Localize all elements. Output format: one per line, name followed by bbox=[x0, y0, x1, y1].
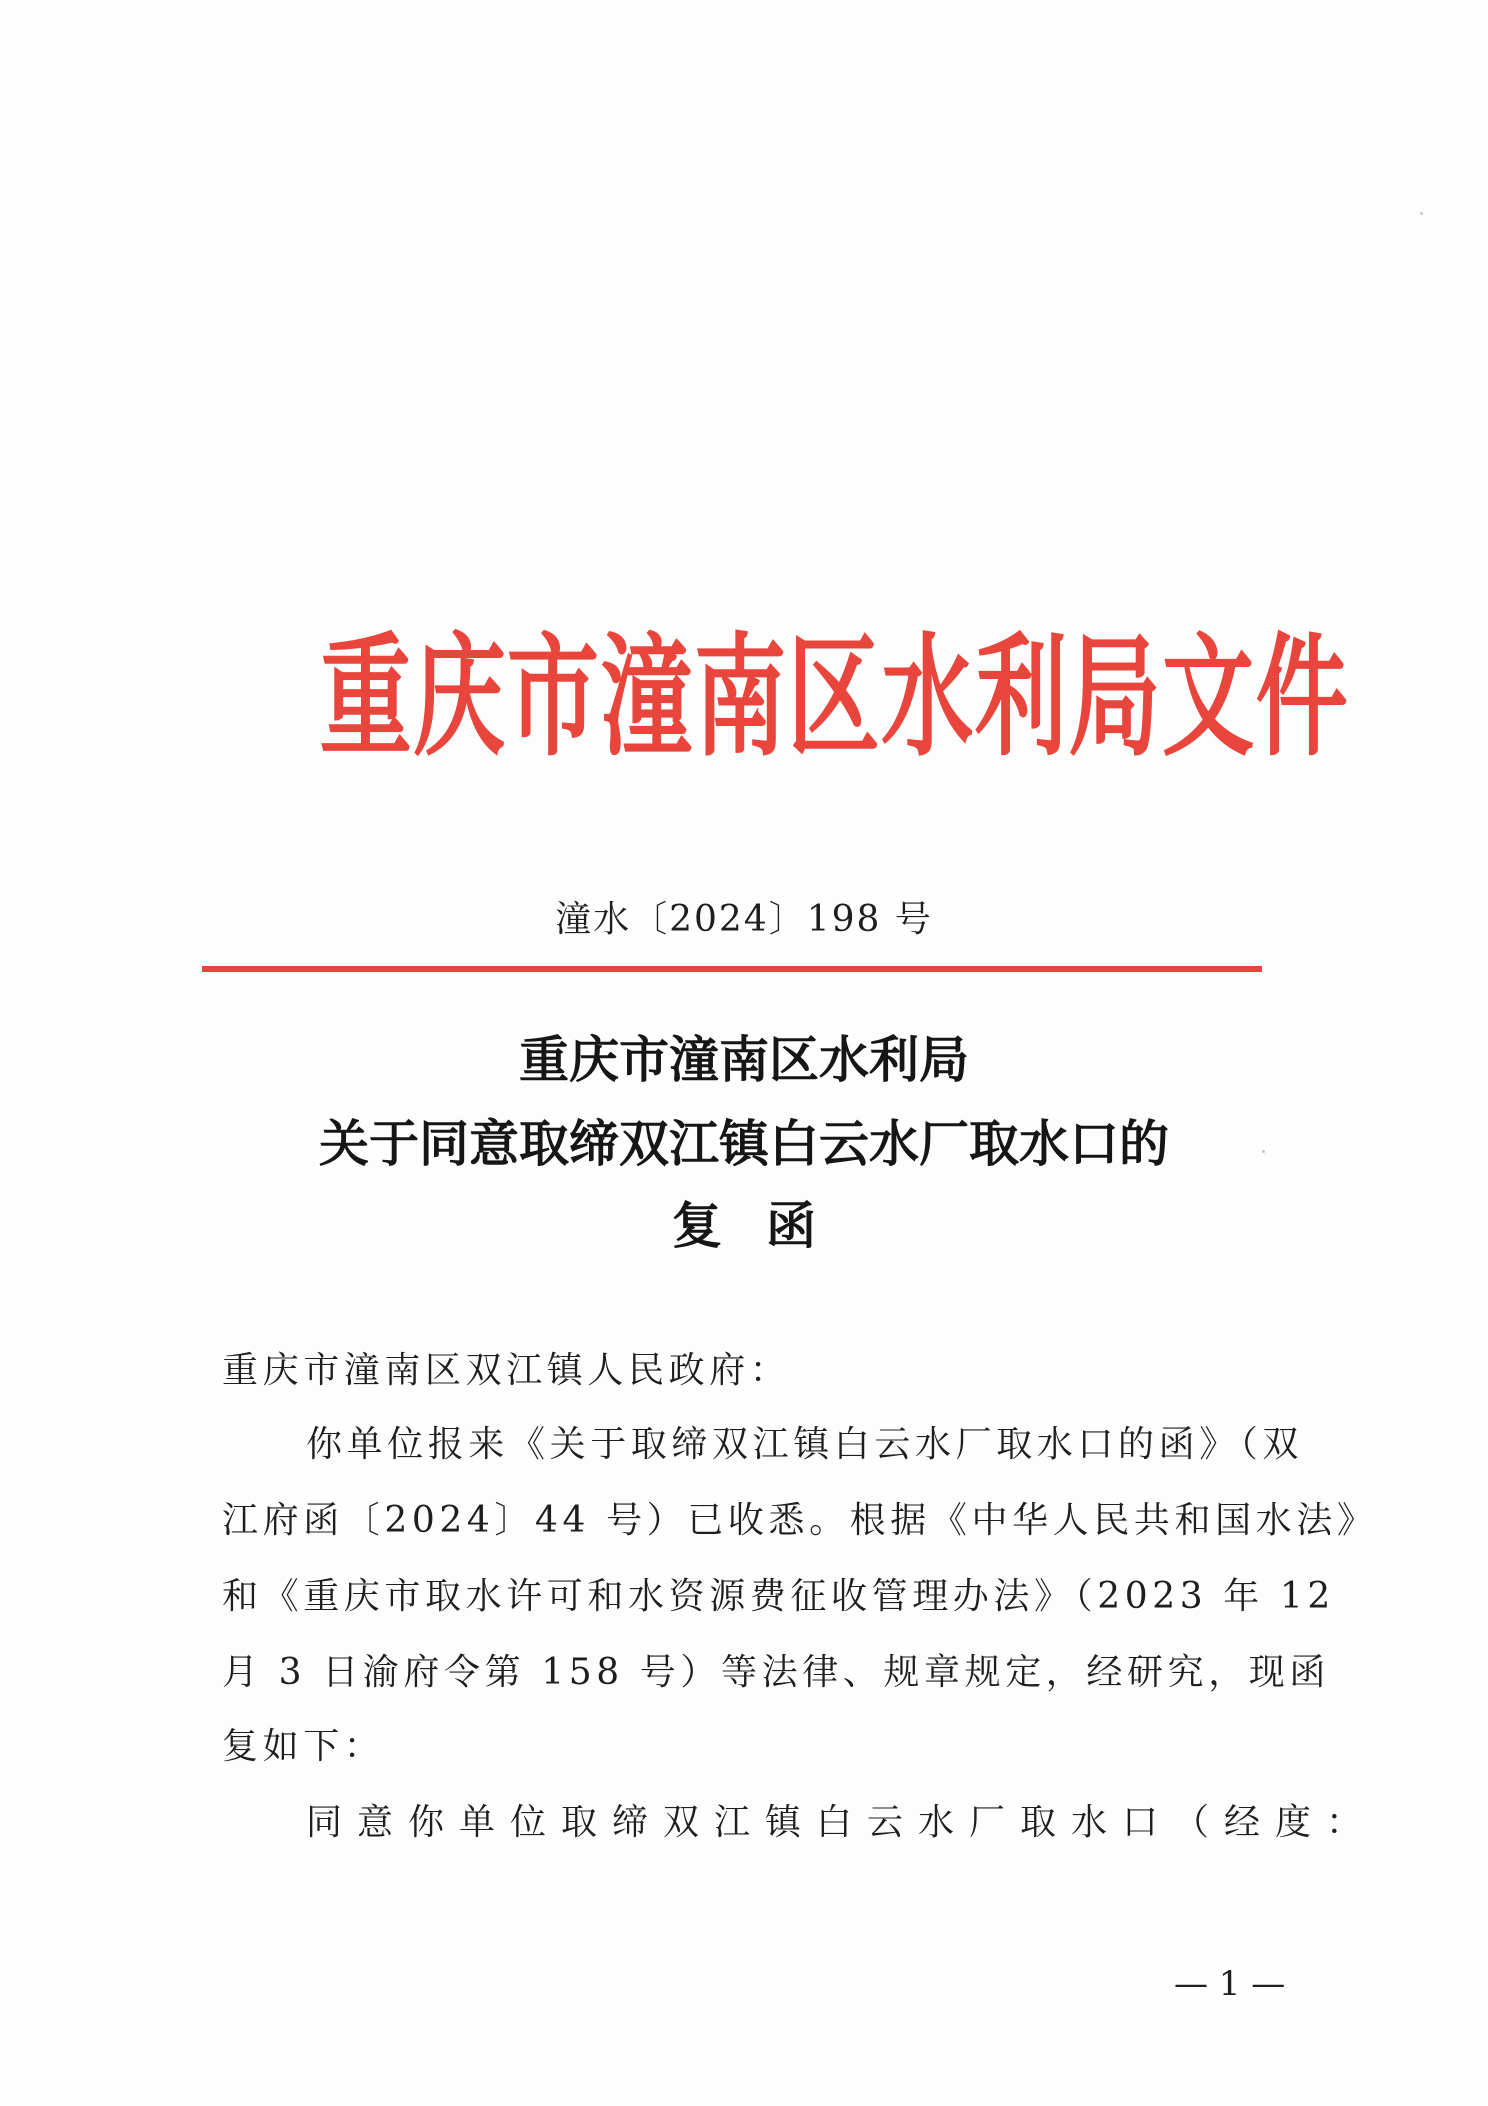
document-number: 潼水〔2024〕198 号 bbox=[555, 899, 933, 940]
body-paragraph-line: 月 3 日渝府令第 158 号）等法律、规章规定，经研究，现函 bbox=[222, 1652, 1330, 1693]
title-line-1: 重庆市潼南区水利局 bbox=[519, 1031, 969, 1089]
body-paragraph-line: 江府函〔2024〕44 号）已收悉。根据《中华人民共和国水法》 bbox=[222, 1500, 1378, 1541]
red-separator-line bbox=[202, 966, 1262, 972]
body-paragraph-line: 同意你单位取缔双江镇白云水厂取水口（经度： bbox=[306, 1802, 1378, 1843]
masthead-red-header: 重庆市潼南区水利局文件 bbox=[319, 619, 1350, 775]
body-paragraph-line: 和《重庆市取水许可和水资源费征收管理办法》（2023 年 12 bbox=[222, 1576, 1335, 1617]
page-number: — 1 — bbox=[1174, 1964, 1286, 2004]
title-line-2: 关于同意取缔双江镇白云水厂取水口的 bbox=[319, 1115, 1169, 1173]
scan-speck bbox=[1420, 212, 1423, 215]
scan-speck bbox=[1262, 1150, 1265, 1153]
title-line-3: 复函 bbox=[672, 1197, 860, 1255]
body-paragraph-line: 你单位报来《关于取缔双江镇白云水厂取水口的函》（双 bbox=[306, 1424, 1304, 1465]
addressee: 重庆市潼南区双江镇人民政府： bbox=[222, 1350, 791, 1391]
body-paragraph-line: 复如下： bbox=[222, 1726, 385, 1767]
